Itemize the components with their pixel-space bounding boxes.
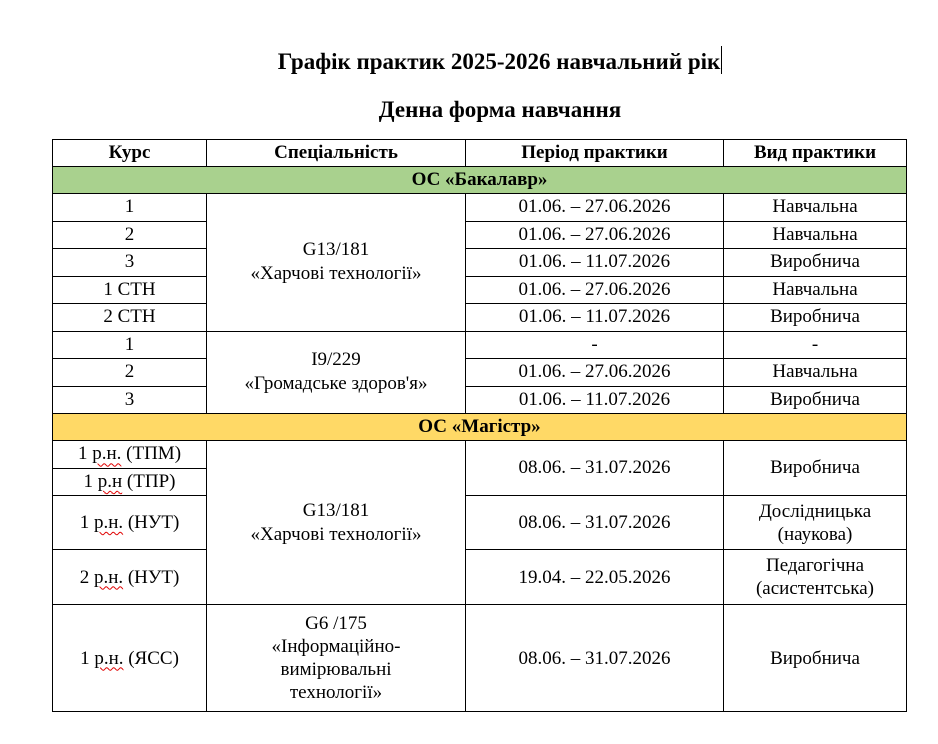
section-master-label: ОС «Магістр» — [53, 414, 907, 441]
course-cell — [53, 496, 207, 550]
period-cell: 01.06. – 27.06.2026 — [466, 359, 724, 387]
specialty-name-line: «Інформаційно- — [271, 636, 401, 657]
section-master — [53, 414, 907, 441]
course-cell — [53, 468, 207, 496]
period-cell: 01.06. – 27.06.2026 — [466, 221, 724, 249]
course-cell — [53, 550, 207, 605]
course-rn: р.н. — [93, 566, 124, 588]
table-row — [53, 605, 907, 712]
table-row — [53, 276, 907, 304]
type-cell: Навчальна — [724, 221, 907, 249]
course-cell: 2 — [53, 221, 207, 249]
specialty-code: G13/181 — [302, 499, 370, 521]
course-program: (ТПМ) — [121, 443, 182, 465]
period-cell: - — [466, 331, 724, 359]
course-rn: р.н. — [94, 647, 124, 669]
document-subtitle: Денна форма навчання — [378, 97, 622, 122]
specialty-code: G6 /175 — [305, 613, 367, 634]
course-cell: 1 — [53, 194, 207, 222]
course-program: (НУТ) — [123, 566, 180, 588]
specialty-cell — [207, 194, 466, 332]
section-bachelor — [53, 167, 907, 194]
specialty-name: «Громадське здоров'я» — [244, 373, 428, 395]
course-number: 1 — [80, 647, 90, 669]
table-row — [53, 249, 907, 277]
type-cell: Навчальна — [724, 194, 907, 222]
table-row — [53, 331, 907, 359]
period-cell: 19.04. – 22.05.2026 — [466, 550, 724, 605]
type-cell — [724, 496, 907, 550]
type-cell: Виробнича — [724, 386, 907, 414]
section-bachelor-label: ОС «Бакалавр» — [53, 167, 907, 194]
specialty-name-line: вимірювальні — [280, 659, 392, 680]
course-number: 1 — [77, 443, 88, 465]
table-row — [53, 550, 907, 605]
header-specialty: Спеціальність — [207, 140, 466, 167]
period-cell: 08.06. – 31.07.2026 — [466, 496, 724, 550]
course-rn: р.н. — [92, 443, 122, 465]
specialty-name: «Харчові технології» — [250, 263, 422, 285]
table-row — [53, 304, 907, 332]
period-cell: 01.06. – 11.07.2026 — [466, 249, 724, 277]
course-number: 1 — [79, 512, 90, 533]
type-cell: Виробнича — [724, 441, 907, 496]
type-cell — [724, 550, 907, 605]
type-cell: Виробнича — [724, 304, 907, 332]
period-cell: 01.06. – 27.06.2026 — [466, 194, 724, 222]
table-row — [53, 496, 907, 550]
type-cell: Навчальна — [724, 276, 907, 304]
specialty-cell — [207, 331, 466, 414]
type-cell: - — [724, 331, 907, 359]
course-cell: 3 — [53, 386, 207, 414]
course-program: (НУТ) — [123, 512, 180, 533]
type-cell: Навчальна — [724, 359, 907, 387]
type-cell: Виробнича — [724, 605, 907, 712]
specialty-code: I9/229 — [311, 349, 361, 371]
course-cell — [53, 605, 207, 712]
period-cell: 08.06. – 31.07.2026 — [466, 605, 724, 712]
course-cell: 2 — [53, 359, 207, 387]
header-period: Період практики — [466, 140, 724, 167]
course-cell: 1 СТН — [53, 276, 207, 304]
course-cell: 1 — [53, 331, 207, 359]
table-row — [53, 194, 907, 222]
table-row — [53, 221, 907, 249]
course-number: 1 — [83, 470, 93, 492]
course-cell: 3 — [53, 249, 207, 277]
specialty-name-line: технології» — [289, 682, 383, 703]
header-course: Курс — [53, 140, 207, 167]
period-cell: 01.06. – 11.07.2026 — [466, 386, 724, 414]
document-title: Графік практик 2025-2026 навчальний рік — [0, 46, 938, 77]
specialty-cell — [207, 441, 466, 605]
table-row — [53, 441, 907, 469]
course-program: (ЯСС) — [123, 647, 179, 669]
type-line: (наукова) — [777, 523, 853, 545]
type-line: Педагогічна — [765, 555, 865, 576]
specialty-name: «Харчові технології» — [250, 523, 422, 545]
table-row — [53, 386, 907, 414]
type-cell: Виробнича — [724, 249, 907, 277]
period-cell: 01.06. – 11.07.2026 — [466, 304, 724, 332]
course-number: 2 — [79, 566, 90, 588]
course-program: (ТПР) — [122, 470, 176, 492]
course-rn: р.н — [97, 470, 123, 492]
table-row — [53, 359, 907, 387]
type-line: (асистентська) — [755, 578, 875, 599]
type-line: Дослідницька — [758, 500, 872, 522]
course-rn: р.н. — [93, 512, 124, 533]
practice-schedule-table — [52, 139, 907, 712]
course-cell: 2 СТН — [53, 304, 207, 332]
specialty-code: G13/181 — [302, 239, 370, 261]
header-row — [53, 140, 907, 167]
header-type: Вид практики — [724, 140, 907, 167]
course-cell — [53, 441, 207, 469]
text-cursor — [721, 46, 722, 74]
specialty-cell — [207, 605, 466, 712]
period-cell: 08.06. – 31.07.2026 — [466, 441, 724, 496]
period-cell: 01.06. – 27.06.2026 — [466, 276, 724, 304]
